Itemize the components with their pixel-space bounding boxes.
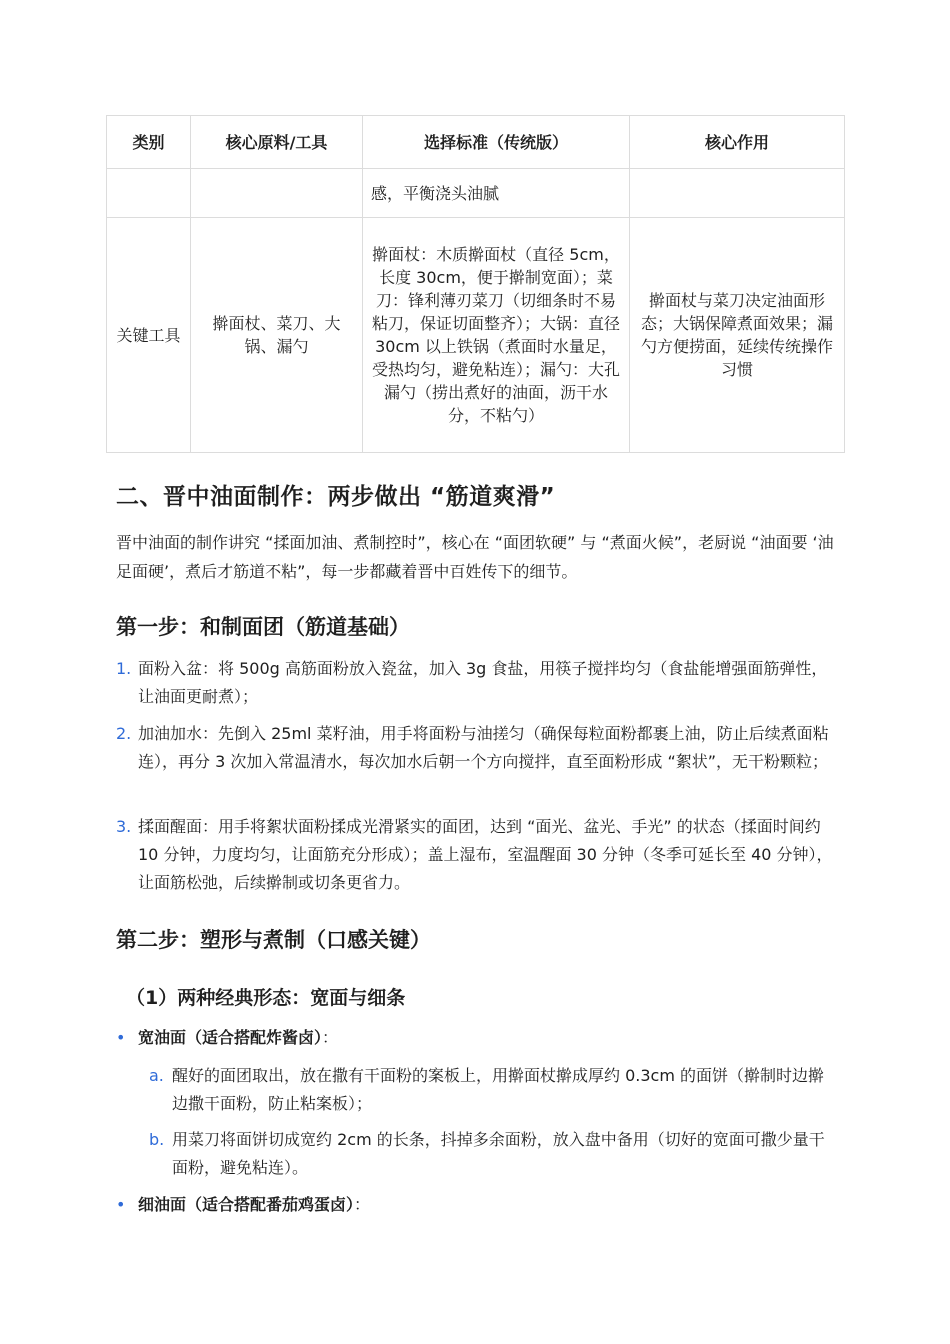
cell-item [191, 169, 363, 218]
step1-number: 1. [116, 659, 132, 678]
thin-noodle-heading [138, 1191, 838, 1219]
step1-number: 2. [116, 724, 132, 743]
wide-step-item: 醒好的面团取出，放在撒有干面粉的案板上，用擀面杖擀成厚约 0.3cm 的面饼（擀制时边擀边撒干面粉，防止粘案板）； [172, 1066, 825, 1113]
thin-noodle-colon: ： [354, 1195, 371, 1214]
wide-step-letter: a. [149, 1066, 164, 1085]
table-header-row [107, 116, 845, 169]
step1-item: 面粉入盆：将 500g 高筋面粉放入瓷盆，加入 3g 食盐，用筷子搅拌均匀（食盐能增强面筋弹性，让油面更耐煮）； [138, 659, 828, 706]
header-item: 核心原料/工具 [191, 116, 363, 169]
section-title: 二、晋中油面制作：两步做出 “筋道爽滑” [116, 484, 556, 510]
cell-category: 关键工具 [107, 218, 191, 453]
table-row [107, 218, 845, 453]
step1-item: 加油加水：先倒入 25ml 菜籽油，用手将面粉与油搓匀（确保每粒面粉都裹上油，防止后续煮面粘连），再分 3 次加入常温清水，每次加水后朝一个方向搅拌，直至面粉形成 “絮状”，无干粉颗粒； [138, 724, 829, 771]
wide-noodle-colon: ： [322, 1028, 339, 1047]
cell-item: 擀面杖、菜刀、大锅、漏勺 [191, 218, 363, 453]
header-standard: 选择标准（传统版） [363, 116, 630, 169]
wide-noodle-label: 宽油面（适合搭配炸酱卤） [138, 1028, 323, 1047]
step1-title: 第一步：和制面团（筋道基础） [116, 615, 410, 639]
thin-noodle-label: 细油面（适合搭配番茄鸡蛋卤） [138, 1195, 355, 1214]
header-category: 类别 [107, 116, 191, 169]
step1-number: 3. [116, 817, 132, 836]
step1-item: 揉面醒面：用手将絮状面粉揉成光滑紧实的面团，达到 “面光、盆光、手光” 的状态（揉面时间约 10 分钟，力度均匀，让面筋充分形成）；盖上湿布，室温醒面 30 分钟（冬季可延长至 40 分钟），让面筋松弛，后续擀制或切条更省力。 [138, 817, 833, 892]
bullet-icon: • [116, 1195, 126, 1214]
cell-category [107, 169, 191, 218]
bullet-icon: • [116, 1028, 126, 1047]
ingredients-tools-table [106, 115, 845, 453]
cell-role [630, 169, 845, 218]
wide-step-letter: b. [149, 1130, 165, 1149]
section-intro: 晋中油面的制作讲究 “揉面加油、煮制控时”，核心在 “面团软硬” 与 “煮面火候”，老厨说 “油面要 ‘油足面硬’，煮后才筋道不粘”，每一步都藏着晋中百姓传下的细节。 [116, 533, 834, 581]
step2-subtitle: （1）两种经典形态：宽面与细条 [126, 987, 406, 1009]
cell-standard: 感，平衡浇头油腻 [363, 169, 630, 218]
wide-noodle-heading [138, 1024, 838, 1052]
wide-step-item: 用菜刀将面饼切成宽约 2cm 的长条，抖掉多余面粉，放入盘中备用（切好的宽面可撒少量干面粉，避免粘连）。 [172, 1130, 825, 1177]
table-row [107, 169, 845, 218]
step2-title: 第二步：塑形与煮制（口感关键） [116, 928, 431, 952]
cell-role: 擀面杖与菜刀决定油面形态；大锅保障煮面效果；漏勺方便捞面，延续传统操作习惯 [630, 218, 845, 453]
cell-standard: 擀面杖：木质擀面杖（直径 5cm，长度 30cm，便于擀制宽面）；菜刀：锋利薄刃菜刀（切细条时不易粘刀，保证切面整齐）；大锅：直径 30cm 以上铁锅（煮面时水量足，受热均匀，避免粘连）；漏勺：大孔漏勺（捞出煮好的油面，沥干水分，不粘勺） [363, 218, 630, 453]
header-role: 核心作用 [630, 116, 845, 169]
